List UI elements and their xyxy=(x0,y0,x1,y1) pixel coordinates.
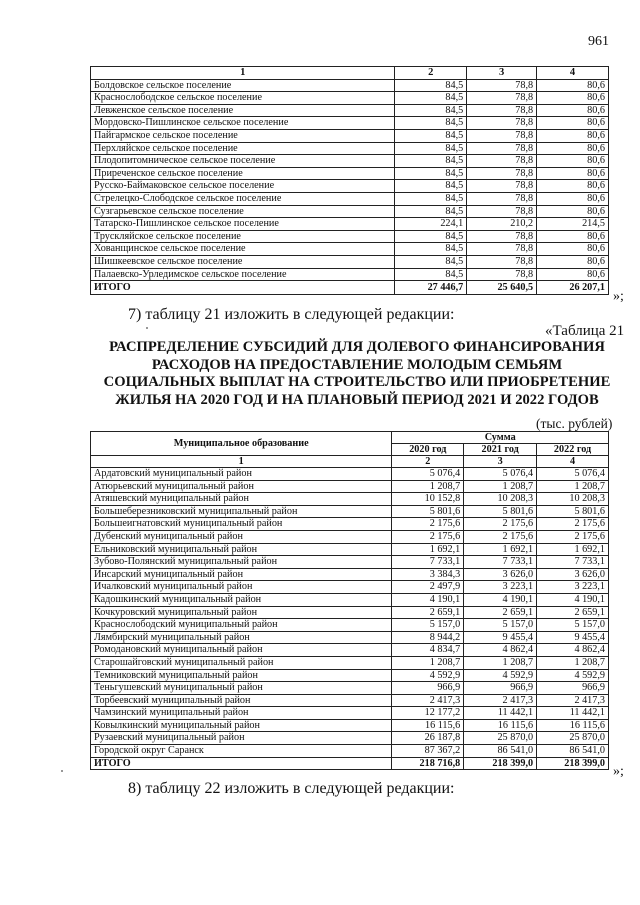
table-row xyxy=(91,669,609,682)
sum-column-header: Сумма xyxy=(392,432,609,444)
paragraph-7: 7) таблицу 21 изложить в следующей редакции: xyxy=(128,306,455,323)
value-cell: 84,5 xyxy=(395,255,467,268)
municipality-name: Инсарский муниципальный район xyxy=(91,568,392,581)
table-row xyxy=(91,255,609,268)
value-cell: 4 190,1 xyxy=(537,593,609,606)
value-cell: 2 175,6 xyxy=(464,530,537,543)
value-cell: 78,8 xyxy=(467,129,537,142)
municipality-name: Ельниковский муниципальный район xyxy=(91,543,392,556)
value-cell: 80,6 xyxy=(537,180,609,193)
value-cell: 3 384,3 xyxy=(392,568,464,581)
table-label: «Таблица 21 xyxy=(545,323,625,339)
value-cell: 16 115,6 xyxy=(537,719,609,732)
closing-quote: »; xyxy=(613,289,624,304)
value-cell: 80,6 xyxy=(537,104,609,117)
value-cell: 80,6 xyxy=(537,79,609,92)
municipality-name: Краснослободский муниципальный район xyxy=(91,619,392,632)
municipality-name: Ромодановский муниципальный район xyxy=(91,644,392,657)
settlement-name: Татарско-Пишлинское сельское поселение xyxy=(91,218,395,231)
value-cell: 2 659,1 xyxy=(464,606,537,619)
table-row xyxy=(91,505,609,518)
value-cell: 966,9 xyxy=(392,682,464,695)
value-cell: 78,8 xyxy=(467,104,537,117)
value-cell: 26 187,8 xyxy=(392,732,464,745)
municipality-name: Атяшевский муниципальный район xyxy=(91,493,392,506)
table-row xyxy=(91,230,609,243)
settlement-name: Плодопитомническое сельское поселение xyxy=(91,155,395,168)
value-cell: 2 417,3 xyxy=(392,694,464,707)
value-cell: 2 417,3 xyxy=(464,694,537,707)
value-cell: 10 152,8 xyxy=(392,493,464,506)
value-cell: 84,5 xyxy=(395,268,467,281)
table-row xyxy=(91,644,609,657)
value-cell: 78,8 xyxy=(467,167,537,180)
value-cell: 966,9 xyxy=(464,682,537,695)
table-row xyxy=(91,205,609,218)
municipality-name: Кадошкинский муниципальный район xyxy=(91,593,392,606)
value-cell: 78,8 xyxy=(467,155,537,168)
scan-speck xyxy=(146,327,148,329)
total-value: 27 446,7 xyxy=(395,281,467,295)
value-cell: 80,6 xyxy=(537,92,609,105)
table-heading: РАСПРЕДЕЛЕНИЕ СУБСИДИЙ ДЛЯ ДОЛЕВОГО ФИНАНСИРОВАНИЯ РАСХОДОВ НА ПРЕДОСТАВЛЕНИЕ МОЛОДЫМ СЕМЬЯМ СОЦИАЛЬНЫХ ВЫПЛАТ НА СТРОИТЕЛЬСТВО ИЛИ ПРИОБРЕТЕНИЕ ЖИЛЬЯ НА 2020 ГОД И НА ПЛАНОВЫЙ ПЕРИОД 2021 И 2022 ГОДОВ xyxy=(103,339,611,408)
value-cell: 2 175,6 xyxy=(392,530,464,543)
value-cell: 5 801,6 xyxy=(464,505,537,518)
municipality-name: Ковылкинский муниципальный район xyxy=(91,719,392,732)
municipality-name: Большеберезниковский муниципальный район xyxy=(91,505,392,518)
value-cell: 84,5 xyxy=(395,92,467,105)
settlement-name: Краснослободское сельское поселение xyxy=(91,92,395,105)
table-row xyxy=(91,468,609,481)
value-cell: 78,8 xyxy=(467,205,537,218)
value-cell: 5 076,4 xyxy=(464,468,537,481)
value-cell: 87 367,2 xyxy=(392,745,464,758)
value-cell: 86 541,0 xyxy=(464,745,537,758)
value-cell: 2 417,3 xyxy=(537,694,609,707)
municipality-name: Теньгушевский муниципальный район xyxy=(91,682,392,695)
value-cell: 1 208,7 xyxy=(537,480,609,493)
table-row xyxy=(91,180,609,193)
municipality-name: Старошайговский муниципальный район xyxy=(91,656,392,669)
value-cell: 4 592,9 xyxy=(392,669,464,682)
table-header-row xyxy=(91,432,609,444)
value-cell: 78,8 xyxy=(467,180,537,193)
value-cell: 4 592,9 xyxy=(537,669,609,682)
settlement-name: Мордовско-Пишлинское сельское поселение xyxy=(91,117,395,130)
value-cell: 16 115,6 xyxy=(464,719,537,732)
total-value: 26 207,1 xyxy=(537,281,609,295)
table-row xyxy=(91,79,609,92)
value-cell: 3 626,0 xyxy=(464,568,537,581)
value-cell: 9 455,4 xyxy=(464,631,537,644)
closing-quote: »; xyxy=(613,764,624,779)
table-row xyxy=(91,493,609,506)
value-cell: 84,5 xyxy=(395,79,467,92)
value-cell: 214,5 xyxy=(537,218,609,231)
table-row xyxy=(91,218,609,231)
value-cell: 4 190,1 xyxy=(392,593,464,606)
value-cell: 84,5 xyxy=(395,104,467,117)
value-cell: 2 659,1 xyxy=(537,606,609,619)
value-cell: 3 223,1 xyxy=(464,581,537,594)
table-row xyxy=(91,719,609,732)
settlement-name: Пайгармское сельское поселение xyxy=(91,129,395,142)
value-cell: 80,6 xyxy=(537,129,609,142)
value-cell: 80,6 xyxy=(537,268,609,281)
municipality-name: Большеигнатовский муниципальный район xyxy=(91,518,392,531)
value-cell: 1 692,1 xyxy=(464,543,537,556)
total-value: 25 640,5 xyxy=(467,281,537,295)
table-row xyxy=(91,104,609,117)
value-cell: 25 870,0 xyxy=(537,732,609,745)
settlement-name: Трускляйское сельское поселение xyxy=(91,230,395,243)
value-cell: 4 592,9 xyxy=(464,669,537,682)
table-row xyxy=(91,142,609,155)
value-cell: 84,5 xyxy=(395,117,467,130)
value-cell: 1 692,1 xyxy=(537,543,609,556)
value-cell: 80,6 xyxy=(537,117,609,130)
total-value: 218 399,0 xyxy=(537,757,609,770)
value-cell: 1 208,7 xyxy=(392,480,464,493)
table-row xyxy=(91,606,609,619)
table-header-row xyxy=(91,456,609,468)
value-cell: 84,5 xyxy=(395,155,467,168)
value-cell: 80,6 xyxy=(537,192,609,205)
value-cell: 1 208,7 xyxy=(464,480,537,493)
column-number-header: 4 xyxy=(537,67,609,80)
municipality-name: Городской округ Саранск xyxy=(91,745,392,758)
value-cell: 7 733,1 xyxy=(464,556,537,569)
settlement-name: Стрелецко-Слободское сельское поселение xyxy=(91,192,395,205)
total-row xyxy=(91,281,609,295)
table-row xyxy=(91,745,609,758)
value-cell: 1 208,7 xyxy=(392,656,464,669)
value-cell: 80,6 xyxy=(537,142,609,155)
year-header: 2022 год xyxy=(537,444,609,456)
column-number-header: 1 xyxy=(91,456,392,468)
value-cell: 5 157,0 xyxy=(392,619,464,632)
table-row xyxy=(91,543,609,556)
total-label: ИТОГО xyxy=(91,281,395,295)
table-row xyxy=(91,192,609,205)
municipality-name: Торбеевский муниципальный район xyxy=(91,694,392,707)
value-cell: 78,8 xyxy=(467,192,537,205)
paragraph-8: 8) таблицу 22 изложить в следующей редакции: xyxy=(128,780,455,797)
table-row xyxy=(91,243,609,256)
value-cell: 1 692,1 xyxy=(392,543,464,556)
table-row xyxy=(91,568,609,581)
value-cell: 10 208,3 xyxy=(537,493,609,506)
scan-speck xyxy=(61,770,63,772)
value-cell: 5 157,0 xyxy=(464,619,537,632)
settlement-name: Русско-Баймаковское сельское поселение xyxy=(91,180,395,193)
municipality-name: Ардатовский муниципальный район xyxy=(91,468,392,481)
table-row xyxy=(91,732,609,745)
value-cell: 84,5 xyxy=(395,180,467,193)
value-cell: 84,5 xyxy=(395,230,467,243)
value-cell: 84,5 xyxy=(395,129,467,142)
value-cell: 2 175,6 xyxy=(537,530,609,543)
value-cell: 80,6 xyxy=(537,230,609,243)
value-cell: 4 190,1 xyxy=(464,593,537,606)
value-cell: 5 076,4 xyxy=(537,468,609,481)
value-cell: 5 157,0 xyxy=(537,619,609,632)
table-row xyxy=(91,268,609,281)
value-cell: 80,6 xyxy=(537,243,609,256)
table-row xyxy=(91,682,609,695)
settlement-name: Болдовское сельское поселение xyxy=(91,79,395,92)
value-cell: 5 801,6 xyxy=(392,505,464,518)
value-cell: 78,8 xyxy=(467,255,537,268)
value-cell: 4 834,7 xyxy=(392,644,464,657)
table-row xyxy=(91,707,609,720)
column-number-header: 3 xyxy=(464,456,537,468)
value-cell: 1 208,7 xyxy=(537,656,609,669)
units-label: (тыс. рублей) xyxy=(536,416,613,431)
settlement-name: Сузгарьевское сельское поселение xyxy=(91,205,395,218)
municipality-column-header: Муниципальное образование xyxy=(91,432,392,456)
subsidies-table xyxy=(90,431,609,770)
value-cell: 2 175,6 xyxy=(392,518,464,531)
value-cell: 80,6 xyxy=(537,255,609,268)
table-row xyxy=(91,694,609,707)
municipality-name: Темниковский муниципальный район xyxy=(91,669,392,682)
value-cell: 8 944,2 xyxy=(392,631,464,644)
value-cell: 78,8 xyxy=(467,230,537,243)
value-cell: 80,6 xyxy=(537,205,609,218)
value-cell: 78,8 xyxy=(467,243,537,256)
page-number: 961 xyxy=(588,34,609,49)
total-value: 218 716,8 xyxy=(392,757,464,770)
value-cell: 3 223,1 xyxy=(537,581,609,594)
value-cell: 84,5 xyxy=(395,243,467,256)
column-number-header: 1 xyxy=(91,67,395,80)
value-cell: 84,5 xyxy=(395,192,467,205)
value-cell: 4 862,4 xyxy=(537,644,609,657)
value-cell: 84,5 xyxy=(395,205,467,218)
table-body xyxy=(91,468,609,770)
column-number-header: 4 xyxy=(537,456,609,468)
settlement-name: Перхляйское сельское поселение xyxy=(91,142,395,155)
value-cell: 966,9 xyxy=(537,682,609,695)
value-cell: 78,8 xyxy=(467,117,537,130)
value-cell: 25 870,0 xyxy=(464,732,537,745)
value-cell: 2 175,6 xyxy=(537,518,609,531)
table-row xyxy=(91,656,609,669)
table-row xyxy=(91,581,609,594)
column-number-header: 2 xyxy=(392,456,464,468)
value-cell: 86 541,0 xyxy=(537,745,609,758)
value-cell: 5 076,4 xyxy=(392,468,464,481)
column-number-header: 2 xyxy=(395,67,467,80)
table-row xyxy=(91,593,609,606)
table-row xyxy=(91,556,609,569)
municipality-name: Чамзинский муниципальный район xyxy=(91,707,392,720)
table-row xyxy=(91,631,609,644)
table-row xyxy=(91,480,609,493)
municipality-name: Кочкуровский муниципальный район xyxy=(91,606,392,619)
settlement-name: Левженское сельское поселение xyxy=(91,104,395,117)
year-header: 2020 год xyxy=(392,444,464,456)
value-cell: 78,8 xyxy=(467,79,537,92)
value-cell: 224,1 xyxy=(395,218,467,231)
table-row xyxy=(91,155,609,168)
value-cell: 78,8 xyxy=(467,268,537,281)
settlement-name: Хованщинское сельское поселение xyxy=(91,243,395,256)
municipality-name: Дубенский муниципальный район xyxy=(91,530,392,543)
value-cell: 16 115,6 xyxy=(392,719,464,732)
table-header-row xyxy=(91,67,609,80)
value-cell: 9 455,4 xyxy=(537,631,609,644)
rural-settlements-table xyxy=(90,66,609,295)
municipality-name: Атюрьевский муниципальный район xyxy=(91,480,392,493)
value-cell: 10 208,3 xyxy=(464,493,537,506)
value-cell: 4 862,4 xyxy=(464,644,537,657)
value-cell: 2 175,6 xyxy=(464,518,537,531)
settlement-name: Приреченское сельское поселение xyxy=(91,167,395,180)
total-value: 218 399,0 xyxy=(464,757,537,770)
year-header: 2021 год xyxy=(464,444,537,456)
value-cell: 1 208,7 xyxy=(464,656,537,669)
value-cell: 2 497,9 xyxy=(392,581,464,594)
municipality-name: Ичалковский муниципальный район xyxy=(91,581,392,594)
value-cell: 3 626,0 xyxy=(537,568,609,581)
municipality-name: Зубово-Полянский муниципальный район xyxy=(91,556,392,569)
table-row xyxy=(91,92,609,105)
table-row xyxy=(91,167,609,180)
municipality-name: Рузаевский муниципальный район xyxy=(91,732,392,745)
table-body xyxy=(91,79,609,295)
table-row xyxy=(91,530,609,543)
value-cell: 7 733,1 xyxy=(392,556,464,569)
value-cell: 80,6 xyxy=(537,155,609,168)
settlement-name: Палаевско-Урледимское сельское поселение xyxy=(91,268,395,281)
total-label: ИТОГО xyxy=(91,757,392,770)
value-cell: 80,6 xyxy=(537,167,609,180)
total-row xyxy=(91,757,609,770)
table-row xyxy=(91,518,609,531)
municipality-name: Лямбирский муниципальный район xyxy=(91,631,392,644)
table-row xyxy=(91,117,609,130)
settlement-name: Шишкеевское сельское поселение xyxy=(91,255,395,268)
value-cell: 11 442,1 xyxy=(464,707,537,720)
value-cell: 7 733,1 xyxy=(537,556,609,569)
value-cell: 2 659,1 xyxy=(392,606,464,619)
value-cell: 78,8 xyxy=(467,142,537,155)
value-cell: 11 442,1 xyxy=(537,707,609,720)
value-cell: 5 801,6 xyxy=(537,505,609,518)
value-cell: 84,5 xyxy=(395,167,467,180)
value-cell: 84,5 xyxy=(395,142,467,155)
table-row xyxy=(91,129,609,142)
value-cell: 210,2 xyxy=(467,218,537,231)
table-row xyxy=(91,619,609,632)
value-cell: 12 177,2 xyxy=(392,707,464,720)
column-number-header: 3 xyxy=(467,67,537,80)
value-cell: 78,8 xyxy=(467,92,537,105)
